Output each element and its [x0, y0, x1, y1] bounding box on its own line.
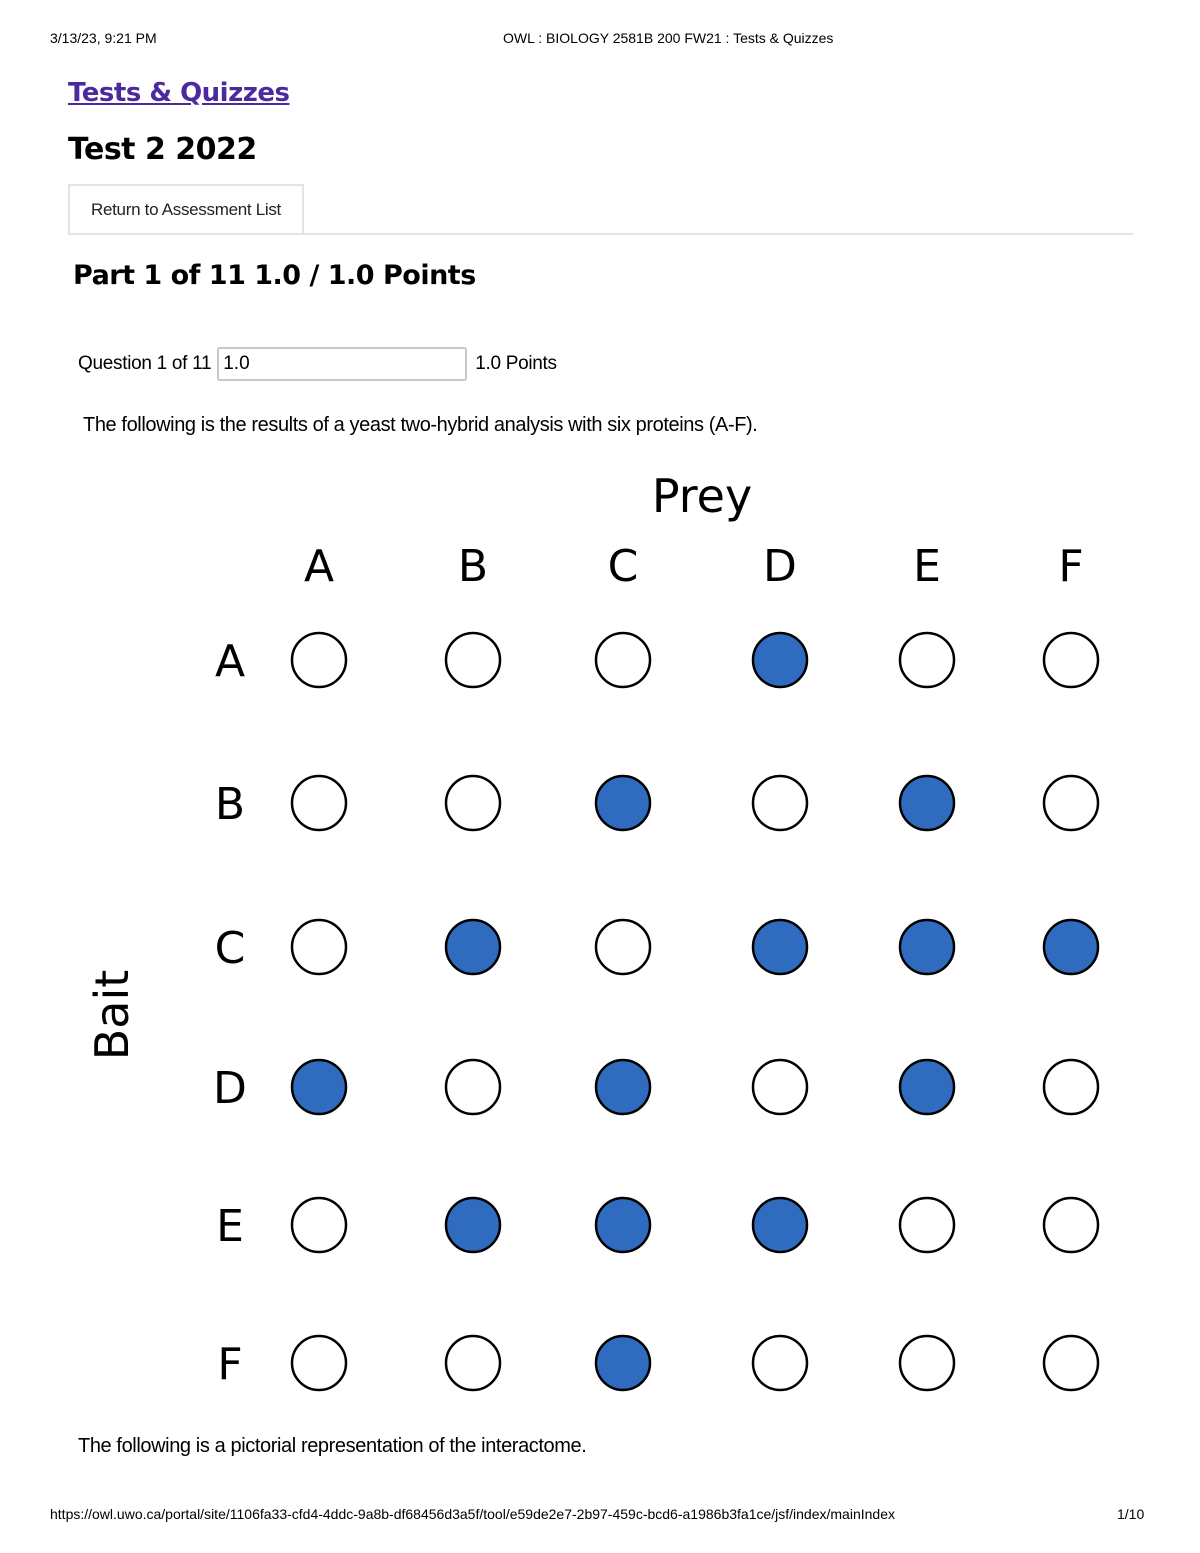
- cell-bait-d-prey-a-positive: [292, 1060, 346, 1114]
- bait-row-c: C: [214, 923, 246, 974]
- cell-bait-f-prey-d-negative: [753, 1336, 807, 1390]
- cell-bait-b-prey-e-positive: [900, 776, 954, 830]
- bait-row-b: B: [214, 779, 246, 830]
- cell-bait-d-prey-e-positive: [900, 1060, 954, 1114]
- cell-bait-c-prey-c-negative: [596, 920, 650, 974]
- tests-quizzes-link[interactable]: Tests & Quizzes: [68, 78, 290, 108]
- cell-bait-e-prey-d-positive: [753, 1198, 807, 1252]
- cell-bait-b-prey-c-positive: [596, 776, 650, 830]
- bait-row-f: F: [217, 1339, 243, 1390]
- prey-column-c: C: [607, 541, 639, 592]
- cell-bait-c-prey-b-positive: [446, 920, 500, 974]
- page-title: Test 2 2022: [68, 132, 257, 167]
- cell-bait-a-prey-f-negative: [1044, 633, 1098, 687]
- print-footer: [0, 1506, 1200, 1526]
- cell-bait-e-prey-a-negative: [292, 1198, 346, 1252]
- bait-axis-label: Bait: [85, 969, 139, 1061]
- cell-bait-e-prey-b-positive: [446, 1198, 500, 1252]
- prey-column-d: D: [763, 541, 797, 592]
- cell-bait-c-prey-a-negative: [292, 920, 346, 974]
- question-label: Question 1 of 11: [78, 353, 212, 374]
- cell-bait-c-prey-d-positive: [753, 920, 807, 974]
- cell-bait-f-prey-c-positive: [596, 1336, 650, 1390]
- cell-bait-d-prey-d-negative: [753, 1060, 807, 1114]
- question-score-row: [78, 347, 557, 381]
- cell-bait-b-prey-f-negative: [1044, 776, 1098, 830]
- cell-bait-f-prey-a-negative: [292, 1336, 346, 1390]
- cell-bait-e-prey-c-positive: [596, 1198, 650, 1252]
- bait-row-labels: [213, 636, 247, 1390]
- cell-bait-b-prey-a-negative: [292, 776, 346, 830]
- cell-bait-a-prey-a-negative: [292, 633, 346, 687]
- print-url: https://owl.uwo.ca/portal/site/1106fa33-cfd4-4ddc-9a8b-df68456d3a5f/tool/e59de2e7-2b97-459c-bcd6-a1986b3fa1ce/jsf/index/mainIndex: [50, 1506, 895, 1522]
- question-text: The following is the results of a yeast two-hybrid analysis with six proteins (A-F).: [83, 414, 758, 436]
- cell-bait-a-prey-b-negative: [446, 633, 500, 687]
- cell-bait-f-prey-b-negative: [446, 1336, 500, 1390]
- cell-bait-a-prey-e-negative: [900, 633, 954, 687]
- cell-bait-f-prey-e-negative: [900, 1336, 954, 1390]
- yeast-two-hybrid-grid: [0, 450, 1200, 1430]
- return-to-assessment-list-button[interactable]: Return to Assessment List: [68, 184, 304, 234]
- bait-row-e: E: [216, 1201, 244, 1252]
- cell-bait-b-prey-d-negative: [753, 776, 807, 830]
- part-title: Part 1 of 11 1.0 / 1.0 Points: [73, 260, 476, 291]
- prey-axis-label: Prey: [651, 469, 753, 523]
- cell-bait-a-prey-d-positive: [753, 633, 807, 687]
- prey-column-f: F: [1058, 541, 1084, 592]
- cell-bait-a-prey-c-negative: [596, 633, 650, 687]
- cell-bait-d-prey-f-negative: [1044, 1060, 1098, 1114]
- bait-row-d: D: [213, 1063, 247, 1114]
- interactome-text: The following is a pictorial representation of the interactome.: [78, 1435, 587, 1457]
- print-header: [0, 30, 1200, 50]
- cell-bait-e-prey-e-negative: [900, 1198, 954, 1252]
- cell-bait-b-prey-b-negative: [446, 776, 500, 830]
- prey-column-b: B: [457, 541, 489, 592]
- prey-column-labels: [304, 541, 1084, 592]
- tab-divider: [68, 233, 1133, 235]
- interaction-cells: [292, 633, 1098, 1390]
- cell-bait-d-prey-c-positive: [596, 1060, 650, 1114]
- question-points: 1.0 Points: [475, 353, 557, 374]
- cell-bait-d-prey-b-negative: [446, 1060, 500, 1114]
- cell-bait-c-prey-e-positive: [900, 920, 954, 974]
- prey-column-e: E: [913, 541, 941, 592]
- cell-bait-f-prey-f-negative: [1044, 1336, 1098, 1390]
- score-input[interactable]: [217, 347, 467, 381]
- print-date: 3/13/23, 9:21 PM: [50, 30, 157, 46]
- print-title: OWL : BIOLOGY 2581B 200 FW21 : Tests & Quizzes: [503, 30, 834, 46]
- bait-row-a: A: [214, 636, 246, 687]
- cell-bait-c-prey-f-positive: [1044, 920, 1098, 974]
- prey-column-a: A: [303, 541, 335, 592]
- cell-bait-e-prey-f-negative: [1044, 1198, 1098, 1252]
- page-number: 1/10: [1117, 1506, 1145, 1522]
